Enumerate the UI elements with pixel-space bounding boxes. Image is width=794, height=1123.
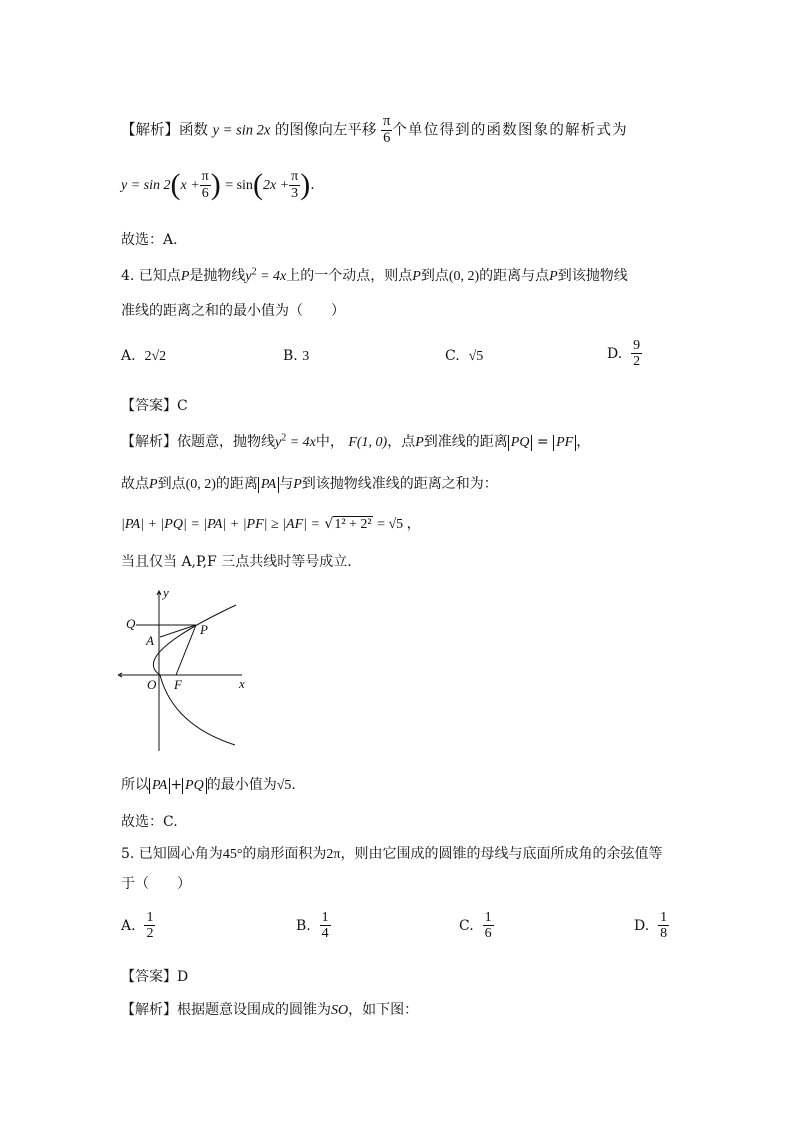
q4-line-2: 准线的距离之和的最小值为（ ） (121, 303, 345, 319)
answer-choice-2: 故选：C. (121, 814, 178, 830)
answer-choice-1: 故选：A. (121, 232, 178, 248)
label-F: F (174, 677, 182, 692)
parabola-graph (118, 585, 248, 755)
q4-option-b: B. 3 (283, 348, 310, 364)
label-O: O (147, 677, 157, 692)
q4-solution-line-2: 故点P到点(0, 2)的距离 PA 与P到该抛物线准线的距离之和为： (121, 476, 498, 492)
q4-solution-line-4: 当且仅当 A,P,F 三点共线时等号成立. (121, 554, 352, 570)
jiexi-suffix: 个单位得到的函数图象的解析式为 (392, 122, 628, 139)
q4-option-c: C. √5 (445, 348, 484, 364)
equation-line: y = sin 2(x + $\frac{\pi}{6}$ ) = sin(2x + $\frac{\pi}{3}$ ). (121, 168, 315, 201)
q4-option-a: A. 2√2 (121, 348, 167, 364)
shift-fraction: $\frac{\pi}{6}$ (383, 113, 391, 146)
q5-option-b: B. $\frac{1}{4}$ (296, 910, 329, 942)
func-expr: y = sin 2x (212, 122, 271, 139)
q4-line-1: 4. 已知点P是抛物线$y^2 = 4x$上的一个动点，则点P到点(0, 2)的距离与点P到该抛物线 (121, 266, 628, 284)
q5-option-c: C. $\frac{1}{6}$ (459, 910, 492, 942)
label-x: x (239, 676, 245, 691)
q5-solution-line: 【解析】根据题意设围成的圆锥为SO，如下图： (121, 1002, 419, 1018)
q4-solution-line-1: 【解析】依题意，抛物线$y^2 = 4x$中， F(1, 0)，点P到准线的距离 PQ = PF ， (121, 432, 591, 450)
q4-solution-line-5: 所以 PA + PQ 的最小值为√5. (121, 777, 296, 793)
jiexi-line-1 (121, 114, 628, 147)
q5-answer: 【答案】D (121, 969, 189, 985)
q4-answer: 【答案】C (121, 398, 188, 414)
q4-option-d: D. $\frac{9}{2}$ (607, 338, 641, 370)
jiexi-mid: 的图像向左平移 (274, 122, 377, 139)
q4-solution-line-3: |PA| + |PQ| = |PA| + |PF| ≥ |AF| = √1² + 2² = √5 ， (121, 516, 421, 532)
label-y: y (163, 585, 169, 600)
q5-option-d: D. $\frac{1}{8}$ (634, 910, 668, 942)
q5-line-2: 于（ ） (121, 876, 191, 892)
q5-option-a: A. $\frac{1}{2}$ (121, 910, 154, 942)
label-A: A (146, 633, 154, 648)
segment-AP (160, 625, 196, 637)
segment-PF (176, 625, 196, 675)
label-P: P (200, 622, 208, 637)
q5-line-1: 5. 已知圆心角为45°的扇形面积为2π，则由它围成的圆锥的母线与底面所成角的余弦值等 (121, 846, 663, 862)
label-Q: Q (126, 616, 136, 631)
jiexi-prefix: 【解析】函数 (121, 122, 208, 139)
